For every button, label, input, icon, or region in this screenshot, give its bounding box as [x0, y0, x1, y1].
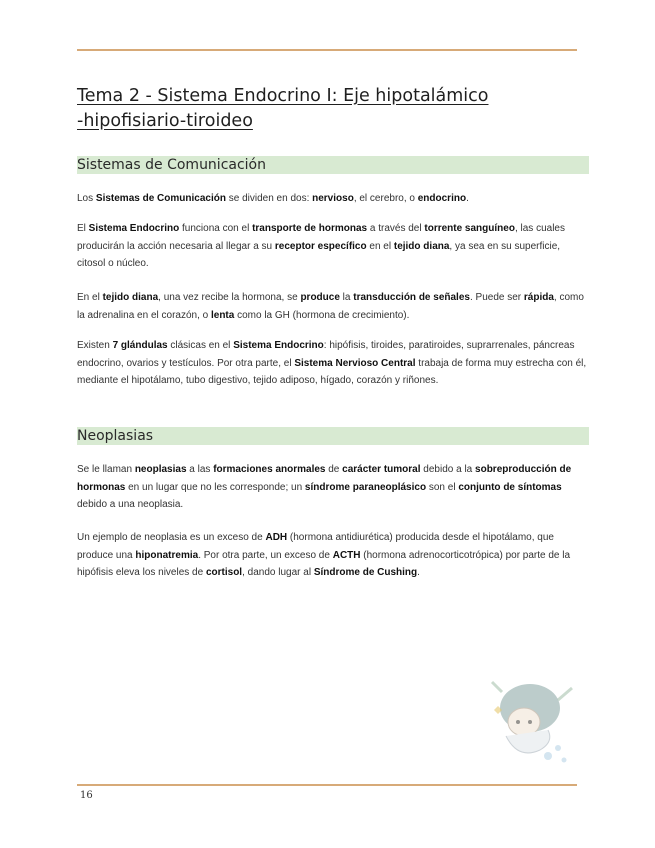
title-line-2: -hipofisiario-tiroideo — [77, 111, 253, 131]
bold-term: rápida — [523, 292, 554, 303]
bold-term: lenta — [210, 309, 235, 321]
bold-term: síndrome paraneoplásico — [304, 481, 427, 493]
bold-term: Sistemas de Comunicación — [95, 193, 226, 204]
bold-term: ADH — [265, 532, 288, 543]
bold-term: sobreproducción de hormonas — [77, 464, 572, 493]
chibi-mascot-illustration — [488, 670, 578, 770]
bold-term: transporte de hormonas — [252, 223, 368, 234]
bold-term: hiponatremia — [135, 549, 199, 561]
bold-term: receptor específico — [274, 240, 367, 252]
paragraph: Se le llaman neoplasias a las formaciones anormales de carácter tumoral debido a la sobreproducción de hormonas en un lugar que no les corresponde; un síndrome paraneoplásico son el conjunto de síntomas debido a una neoplasia. — [77, 464, 572, 510]
bold-term: formaciones anormales — [213, 464, 326, 475]
bold-term: nervioso — [312, 193, 354, 204]
bold-term: torrente sanguíneo — [424, 223, 515, 234]
bold-term: ACTH — [332, 549, 361, 561]
page-number: 16 — [80, 790, 93, 801]
section-heading-comunicacion: Sistemas de Comunicación — [77, 156, 589, 174]
title-line-1: Tema 2 - Sistema Endocrino I: Eje hipotalámico — [77, 86, 489, 106]
paragraph: Los Sistemas de Comunicación se dividen en dos: nervioso, el cerebro, o endocrino. — [77, 193, 469, 204]
bold-term: produce — [300, 292, 340, 303]
bold-term: transducción de señales — [353, 292, 470, 303]
bold-term: Síndrome de Cushing — [313, 567, 418, 578]
paragraph: El Sistema Endocrino funciona con el transporte de hormonas a través del torrente sanguíneo, las cuales producirán la acción necesaria al llegar a su receptor específico en el tejido diana, ya sea en su superficie, citosol o núcleo. — [77, 223, 565, 269]
bold-term: cortisol — [205, 567, 243, 578]
bold-term: Sistema Endocrino — [233, 340, 324, 351]
bold-term: tejido diana — [393, 240, 450, 252]
bold-term: 7 glándulas — [112, 340, 168, 351]
paragraph: Existen 7 glándulas clásicas en el Sistema Endocrino: hipófisis, tiroides, paratiroides, suprarrenales, páncreas endocrino, ovarios y testículos. Por otra parte, el Sistema Nervioso Central trabaja de forma muy estrecha con él, mediante el hipotálamo, tubo digestivo, tejido adiposo, hígado, corazón y riñones. — [77, 340, 587, 386]
bold-term: Sistema Endocrino — [88, 223, 180, 234]
bold-term: neoplasias — [134, 464, 187, 475]
bold-term: Sistema Nervioso Central — [294, 357, 416, 369]
paragraph: Un ejemplo de neoplasia es un exceso de ADH (hormona antidiurética) producida desde el hipotálamo, que produce una hiponatremia. Por otra parte, un exceso de ACTH (hormona adrenocorticotrópica) por parte de la hipófisis eleva los niveles de cortisol, dando lugar al Síndrome de Cushing. — [77, 532, 571, 578]
bold-term: conjunto de síntomas — [458, 481, 562, 493]
section-heading-neoplasias: Neoplasias — [77, 427, 589, 445]
top-rule — [77, 49, 577, 51]
paragraph: En el tejido diana, una vez recibe la hormona, se produce la transducción de señales. Puede ser rápida, como la adrenalina en el corazón, o lenta como la GH (hormona de crecimiento). — [77, 292, 584, 321]
bold-term: endocrino — [417, 193, 467, 204]
bold-term: carácter tumoral — [342, 464, 421, 475]
page-title — [77, 84, 577, 134]
bold-term: tejido diana — [102, 292, 159, 303]
bottom-rule — [77, 784, 577, 786]
